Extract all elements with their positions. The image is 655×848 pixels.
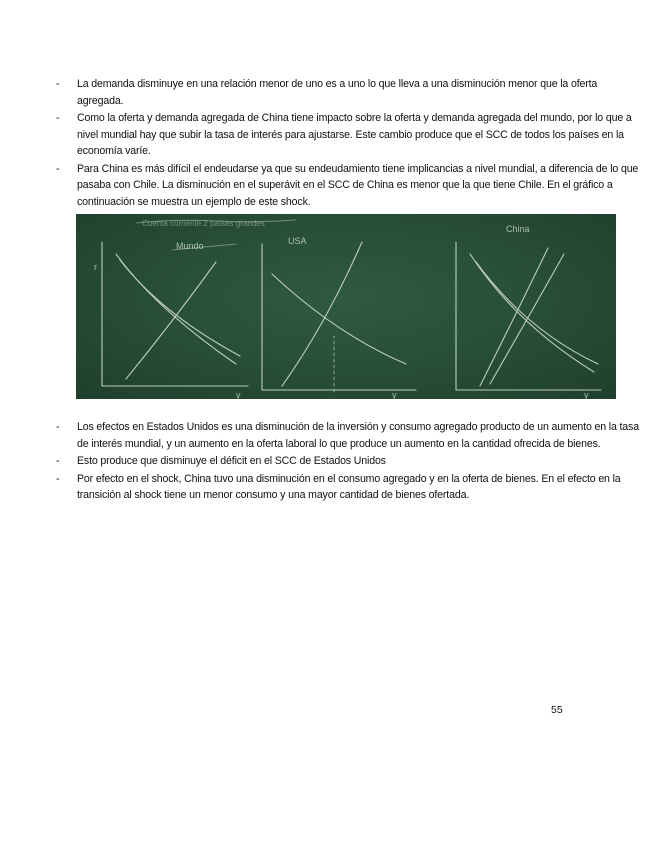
panel2-supply-curve bbox=[282, 242, 362, 386]
blackboard-drawing bbox=[76, 214, 616, 399]
panel2-label: USA bbox=[288, 236, 307, 246]
bullet-item bbox=[56, 419, 646, 452]
bullet-text: Como la oferta y demanda agregada de China tiene impacto sobre la oferta y demanda agregada del mundo, por lo que a nivel mundial hay que subir la tasa de interés para ajustarse. Este cambio produce que el SCC de todos los países en la economía varíe. bbox=[77, 112, 632, 157]
bullet-list-bottom bbox=[56, 419, 646, 505]
bullet-item bbox=[56, 471, 646, 504]
bullet-item bbox=[56, 161, 646, 211]
panel3-supply-curve bbox=[480, 248, 548, 386]
panel3-supply-curve-2 bbox=[490, 254, 564, 384]
bullet-text: Por efecto en el shock, China tuvo una disminución en el consumo agregado y en la oferta de bienes. En el efecto en la transición al shock tiene un menor consumo y una mayor cantidad de bienes ofertada. bbox=[77, 472, 621, 501]
panel3-label: China bbox=[506, 224, 530, 234]
header-scrawl-text: Cuenta corriente 2 países grandes bbox=[142, 219, 265, 228]
panel1-x-label: y bbox=[236, 390, 241, 399]
panel2-demand-curve bbox=[272, 274, 406, 364]
bullet-dash: - bbox=[56, 112, 60, 124]
bullet-list-top bbox=[56, 76, 646, 211]
bullet-dash: - bbox=[56, 455, 60, 467]
bullet-text: Para China es más difícil el endeudarse ya que su endeudamiento tiene implicancias a nivel mundial, a diferencia de lo que pasaba con Chile. La disminución en el superávit en el SCC de China es menor que la que tiene Chile. En el gráfico a continuación se muestra un ejemplo de este shock. bbox=[77, 162, 639, 208]
page-number: 55 bbox=[551, 704, 563, 716]
bullet-dash: - bbox=[56, 162, 60, 175]
panel3-x-label: y bbox=[584, 390, 589, 399]
bullet-dash: - bbox=[56, 472, 60, 485]
bullet-text: Los efectos en Estados Unidos es una disminución de la inversión y consumo agregado producto de un aumento en la tasa de interés mundial, y un aumento en la oferta laboral lo que produce un aumento en la cantidad ofrecida de bienes. bbox=[77, 421, 639, 450]
panel3-demand-curve bbox=[470, 254, 594, 372]
panel1-demand-curve-2 bbox=[120, 260, 240, 356]
panel1-label: Mundo bbox=[176, 241, 204, 251]
panel3-demand-curve-2 bbox=[476, 262, 598, 364]
bullet-text: La demanda disminuye en una relación menor de uno es a uno lo que lleva a una disminución menor que la oferta agregada. bbox=[77, 78, 598, 107]
bullet-dash: - bbox=[56, 78, 60, 90]
blackboard-photo bbox=[76, 214, 616, 399]
panel1-demand-curve bbox=[116, 254, 236, 364]
bullet-item bbox=[56, 76, 646, 109]
bullet-dash: - bbox=[56, 421, 60, 433]
bullet-item bbox=[56, 110, 646, 160]
bullet-item bbox=[56, 453, 646, 470]
panel2-x-label: y bbox=[392, 390, 397, 399]
panel1-supply-curve bbox=[126, 262, 216, 379]
panel1-axis-label: r bbox=[94, 262, 97, 272]
bullet-text: Esto produce que disminuye el déficit en el SCC de Estados Unidos bbox=[77, 455, 386, 467]
